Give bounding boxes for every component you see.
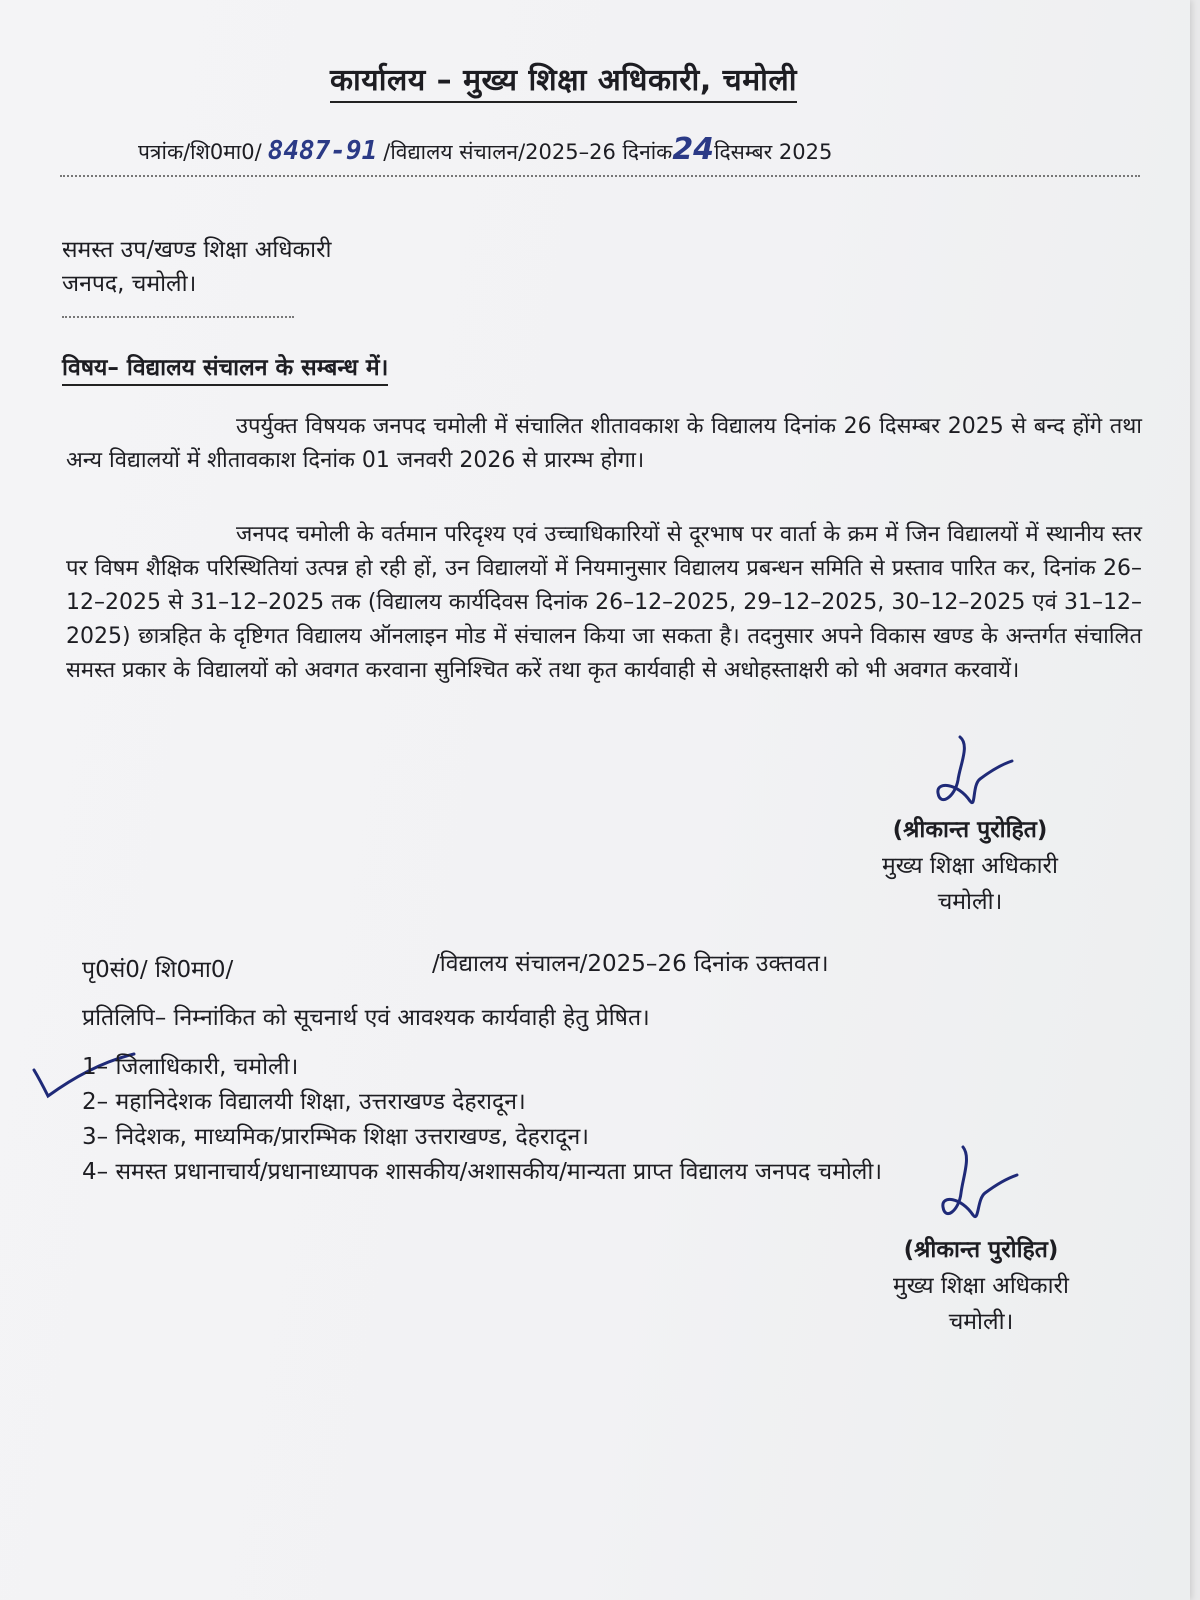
signatory-designation: मुख्य शिक्षा अधिकारी: [882, 853, 1058, 879]
endorsement-ref-right: /विद्यालय संचालन/2025–26 दिनांक उक्तवत।: [432, 951, 829, 977]
letter-reference: [138, 132, 832, 167]
list-item: 4– समस्त प्रधानाचार्य/प्रधानाध्यापक शासकीय/अशासकीय/मान्यता प्राप्त विद्यालय जनपद चमोली।: [82, 1159, 883, 1185]
signature-block-1: [855, 812, 1085, 920]
body-paragraph-2: जनपद चमोली के वर्तमान परिदृश्य एवं उच्चाधिकारियों से दूरभाष पर वार्ता के क्रम में जिन विद्यालयों में स्थानीय स्तर पर विषम शैक्षिक परिस्थितियां उत्पन्न हो रही हों, उन विद्यालयों में नियमानुसार विद्यालय प्रबन्धन समिति से प्रस्ताव पारित कर, दिनांक 26–12–2025 से 31–12–2025 तक (विद्यालय कार्यदिवस दिनांक 26–12–2025, 29–12–2025, 30–12–2025 एवं 31–12–2025) छात्रहित के दृष्टिगत विद्यालय ऑनलाइन मोड में संचालन किया जा सकता है। तदनुसार अपने विकास खण्ड के अन्तर्गत संचालित समस्त प्रकार के विद्यालयों को अवगत करवाना सुनिश्चित करें तथा कृत कार्यवाही से अधोहस्ताक्षरी को भी अवगत करवायें।: [66, 522, 1142, 683]
recipient-list: [82, 1050, 882, 1190]
ref-prefix: पत्रांक/शि0मा0/: [138, 140, 262, 164]
signature-block-2: [866, 1232, 1096, 1340]
header-divider: [60, 175, 1140, 177]
addressee-line-1: समस्त उप/खण्ड शिक्षा अधिकारी: [62, 237, 332, 263]
ref-suffix: /विद्यालय संचालन/2025–26 दिनांक: [383, 140, 673, 164]
addressee-line-2: जनपद, चमोली।: [62, 271, 197, 297]
date-day-handwritten: 24: [672, 132, 715, 167]
addressee-divider: [62, 316, 294, 318]
signatory-place: चमोली।: [948, 1309, 1014, 1335]
body-paragraph-1: उपर्युक्त विषयक जनपद चमोली में संचालित शीतावकाश के विद्यालय दिनांक 26 दिसम्बर 2025 से बन्द होंगे तथा अन्य विद्यालयों में शीतावकाश दिनांक 01 जनवरी 2026 से प्रारम्भ होगा।: [66, 414, 1142, 473]
ref-number-handwritten: 8487-91: [267, 136, 378, 166]
signatory-place: चमोली।: [937, 889, 1003, 915]
signature-mark-2: [935, 1145, 1025, 1230]
signatory-name: (श्रीकान्त पुरोहित): [903, 1237, 1059, 1263]
list-item: 2– महानिदेशक विद्यालयी शिक्षा, उत्तराखण्ड देहरादून।: [82, 1089, 526, 1115]
list-item: 3– निदेशक, माध्यमिक/प्रारम्भिक शिक्षा उत्तराखण्ड, देहरादून।: [82, 1124, 589, 1150]
signatory-name: (श्रीकान्त पुरोहित): [892, 817, 1048, 843]
subject-line: विषय– विद्यालय संचालन के सम्बन्ध में।: [62, 350, 388, 386]
list-item: 1– जिलाधिकारी, चमोली।: [82, 1054, 299, 1080]
signatory-designation: मुख्य शिक्षा अधिकारी: [893, 1273, 1069, 1299]
endorsement-ref-left: पृ0सं0/ शि0मा0/: [82, 957, 234, 983]
date-month-year: दिसम्बर 2025: [714, 140, 833, 164]
signature-mark-1: [930, 735, 1020, 815]
copy-intro: प्रतिलिपि– निम्नांकित को सूचनार्थ एवं आवश्यक कार्यवाही हेतु प्रेषित।: [82, 1005, 650, 1031]
office-title: कार्यालय – मुख्य शिक्षा अधिकारी, चमोली: [330, 58, 797, 103]
